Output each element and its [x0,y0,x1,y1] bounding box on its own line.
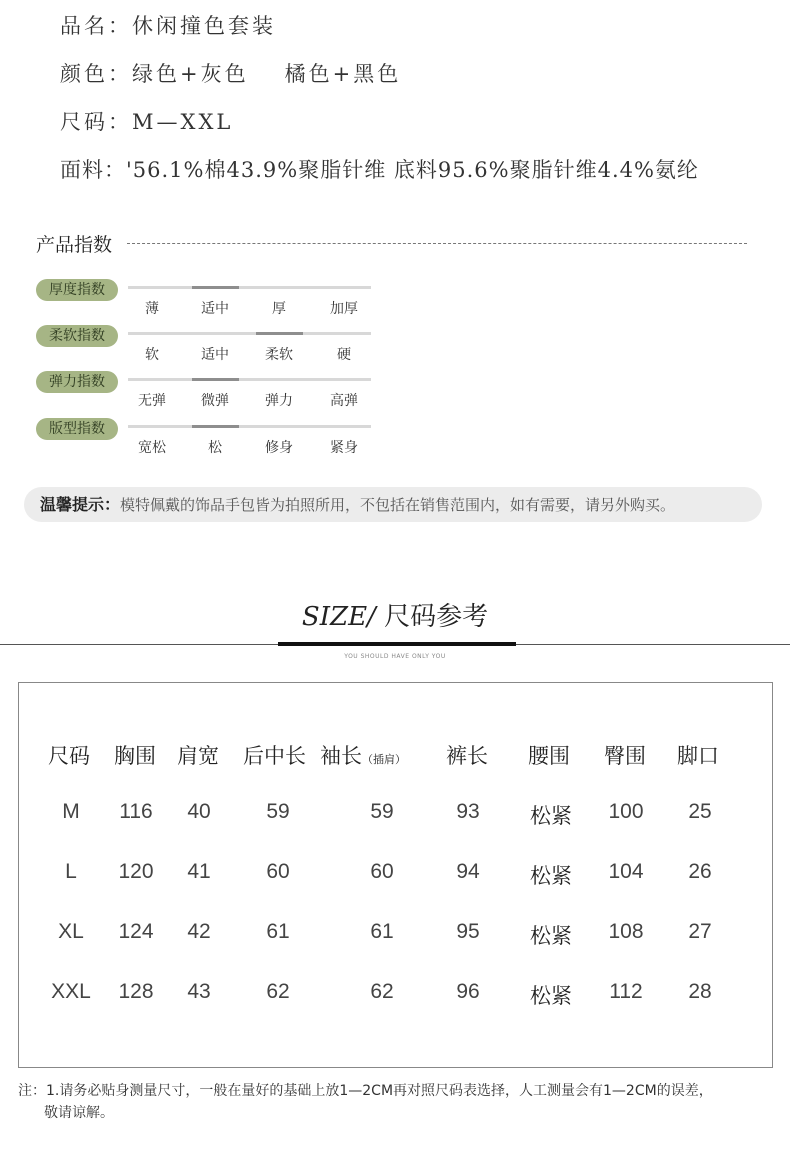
product-color [60,58,401,88]
header-sleeve-label: 袖长 [320,744,362,768]
size-cell-sleeve: 62 [370,980,394,1003]
note-line-2: 敬请谅解。 [44,1105,114,1121]
size-cell-hip: 112 [609,980,643,1003]
index-option: 柔软 [265,347,293,363]
title-underline [278,642,516,646]
size-cell-hip: 104 [608,860,644,883]
header-pants: 裤长 [446,744,488,768]
header-chest: 胸围 [114,744,156,768]
size-cell-length: 62 [266,980,290,1003]
header-hip: 臀围 [604,744,646,768]
index-option: 软 [145,347,159,363]
index-level-marker [256,332,303,335]
size-cell-sleeve: 59 [370,800,394,823]
size-cell-chest: 120 [118,860,154,883]
index-level-marker [192,425,239,428]
index-option: 微弹 [201,393,229,409]
index-track [128,378,371,381]
index-level-marker [192,286,239,289]
color-option-2: 橘色+黑色 [284,62,402,86]
size-cell-waist: 松紧 [530,864,572,888]
index-option: 加厚 [330,301,358,317]
size-cell-chest: 124 [118,920,154,943]
index-badge: 厚度指数 [36,279,118,301]
index-track [128,425,371,428]
size-cell-chest: 116 [119,800,153,823]
index-track [128,332,371,335]
size-cell-length: 59 [266,800,290,823]
index-option: 厚 [272,301,286,317]
header-sleeve-note: （插肩） [362,753,406,766]
size-cell-size: XL [58,920,84,943]
index-option: 松 [208,440,222,456]
size-cell-sleeve: 61 [370,920,394,943]
index-option: 宽松 [138,440,166,456]
index-option: 适中 [201,347,229,363]
product-name: 品名：休闲撞色套装 [60,14,276,38]
index-option: 适中 [201,301,229,317]
size-cell-waist: 松紧 [530,984,572,1008]
product-size: 尺码：M—XXL [60,110,234,134]
index-row [36,279,376,325]
size-cell-shoulder: 41 [187,860,211,883]
index-badge: 柔软指数 [36,325,118,347]
section-divider [127,243,747,244]
index-option: 硬 [337,347,351,363]
size-cell-size: XXL [51,980,91,1003]
size-cell-pants: 93 [456,800,480,823]
index-option: 无弹 [138,393,166,409]
size-cell-length: 61 [266,920,290,943]
note-line-1: 注：1.请务必贴身测量尺寸，一般在量好的基础上放1—2CM再对照尺码表选择，人工测量会有1—2CM的误差， [18,1083,713,1099]
size-cell-shoulder: 43 [187,980,211,1003]
size-cell-pants: 94 [456,860,480,883]
index-row [36,371,376,417]
size-cell-size: M [62,800,80,823]
index-badge: 版型指数 [36,418,118,440]
size-chart-subtitle: YOU SHOULD HAVE ONLY YOU [344,653,446,660]
size-cell-waist: 松紧 [530,804,572,828]
header-shoulder: 肩宽 [177,744,219,768]
color-label: 颜色： [60,62,132,86]
index-track [128,286,371,289]
index-badge: 弹力指数 [36,371,118,393]
header-hem: 脚口 [677,744,719,768]
index-option: 高弹 [330,393,358,409]
index-row [36,325,376,371]
index-section-title: 产品指数 [36,234,113,256]
index-option: 弹力 [265,393,293,409]
size-cell-hip: 108 [608,920,644,943]
product-fabric: 面料：'56.1%棉43.9%聚脂针维 底料95.6%聚脂针维4.4%氨纶 [60,158,699,182]
size-cell-hip: 100 [608,800,644,823]
size-cell-pants: 95 [456,920,480,943]
measure-note [18,1080,713,1124]
size-cell-waist: 松紧 [530,924,572,948]
header-sleeve [320,740,406,770]
size-cell-hem: 25 [688,800,712,823]
index-option: 修身 [265,440,293,456]
size-cell-sleeve: 60 [370,860,394,883]
index-option: 紧身 [330,440,358,456]
size-cell-shoulder: 40 [187,800,211,823]
index-level-marker [192,378,239,381]
size-title-en: SIZE/ [301,602,376,632]
header-waist: 腰围 [528,744,570,768]
tip-bar [24,487,762,522]
size-cell-size: L [65,860,77,883]
size-cell-hem: 27 [688,920,712,943]
size-cell-hem: 26 [688,860,712,883]
index-row [36,418,376,464]
size-cell-shoulder: 42 [187,920,211,943]
color-option-1: 绿色+灰色 [132,62,249,86]
tip-heading: 温馨提示： [40,495,121,514]
size-chart-title [0,596,790,633]
size-cell-length: 60 [266,860,290,883]
header-size: 尺码 [48,744,90,768]
size-title-cn: 尺码参考 [375,602,489,632]
index-option: 薄 [145,301,159,317]
tip-text: 模特佩戴的饰品手包皆为拍照所用，不包括在销售范围内，如有需要，请另外购买。 [120,496,676,514]
size-cell-pants: 96 [456,980,480,1003]
size-cell-hem: 28 [688,980,712,1003]
size-cell-chest: 128 [118,980,154,1003]
header-length: 后中长 [243,744,306,768]
